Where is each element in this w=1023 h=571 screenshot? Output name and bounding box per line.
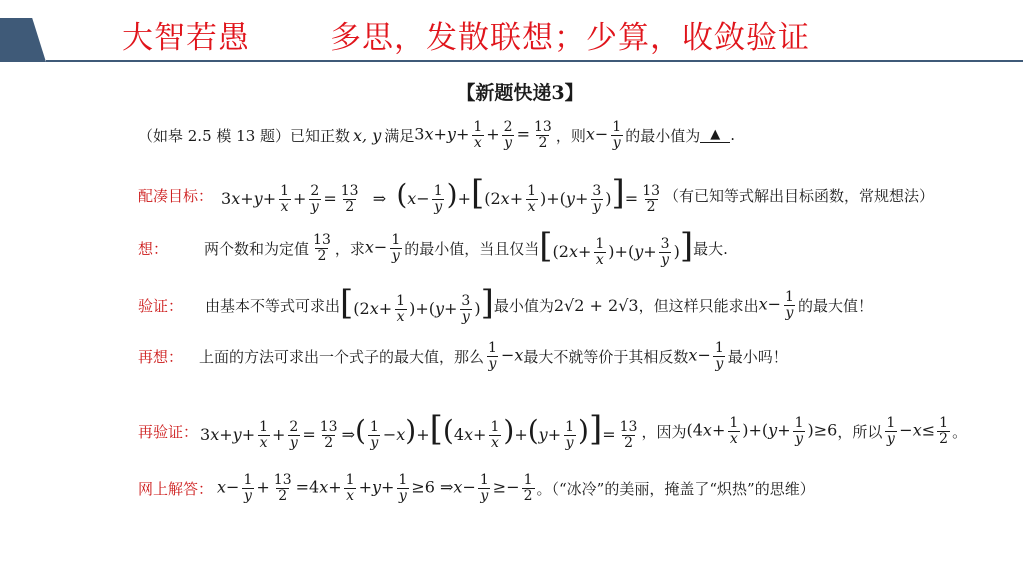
rethink-text-2: 最大不就等价于其相反数 bbox=[523, 347, 689, 366]
think-bracket-expr: [(2x+ $\frac{1}{x}$ )+(y+ $\frac{3}{y}$ )] bbox=[539, 226, 694, 268]
verify-text-1: 由基本不等式可求出 bbox=[205, 296, 341, 315]
online-derivation: x− $\frac{1}{y}$ + $\frac{13}{2}$ =4x+ $\frac{1}{x}$ +y+ $\frac{1}{y}$ ≥6 ⇒x− $\frac{1}{y}$ ≥− $\frac{1}{2}$ bbox=[217, 472, 533, 504]
verify-text-4: 的最大值！ bbox=[797, 296, 873, 315]
reverify-ineq-2: $\frac{1}{y}$ −x≤ $\frac{1}{2}$ bbox=[886, 415, 949, 447]
rethink-row bbox=[138, 341, 788, 371]
answer-blank: ▲ bbox=[700, 127, 730, 143]
think-text-1: 两个数和为定值 bbox=[204, 239, 310, 258]
reverify-equation: 3x+y+ $\frac{1}{x}$ + $\frac{2}{y}$ = $\frac{13}{2}$ ⇒( $\frac{1}{y}$ −x)+[(4x+ $\frac{1}{x}$ )+(y+ $\frac{1}{y}$ )]= $\frac{13}{2}$ bbox=[200, 409, 638, 451]
header-title-left: 大智若愚 bbox=[122, 20, 250, 56]
problem-end: . bbox=[730, 126, 735, 145]
section-title: 【新题快递3】 bbox=[456, 82, 584, 104]
online-label: 网上解答： bbox=[138, 479, 214, 498]
problem-cond-text: 满足 bbox=[384, 126, 415, 145]
reverify-ineq-1: (4x+ $\frac{1}{x}$ )+(y+ $\frac{1}{y}$ )≥6 bbox=[686, 415, 838, 447]
verify-text-2: 最小值为 bbox=[493, 296, 554, 315]
header-title-right: 多思，发散联想；少算，收敛验证 bbox=[330, 20, 810, 56]
reverify-label: 再验证： bbox=[138, 422, 199, 441]
rethink-text-1: 上面的方法可求出一个式子的最大值，那么 bbox=[199, 347, 485, 366]
verify-label: 验证： bbox=[138, 296, 184, 315]
target-equation: 3x+y+ $\frac{1}{x}$ + $\frac{2}{y}$ = $\frac{13}{2}$ ⇒ (x− $\frac{1}{y}$ )+[(2x+ $\frac{1}{x}$ )+(y+ $\frac{3}{y}$ )]= $\frac{13}{2}$ bbox=[221, 173, 661, 215]
verify-bracket-expr: [(2x+ $\frac{1}{x}$ )+(y+ $\frac{3}{y}$ )] bbox=[340, 283, 494, 325]
verify-expr: x− $\frac{1}{y}$ bbox=[758, 289, 794, 321]
verify-text-3: ，但这样只能求出 bbox=[638, 296, 759, 315]
reverify-text-1: ，因为 bbox=[641, 422, 687, 441]
problem-ask-text: 的最小值为 bbox=[625, 126, 701, 145]
problem-condition: 3x+y+ $\frac{1}{x}$ + $\frac{2}{y}$ = $\frac{13}{2}$ bbox=[414, 119, 552, 151]
rethink-label: 再想： bbox=[138, 347, 184, 366]
verify-row bbox=[138, 283, 873, 325]
header-rule bbox=[46, 60, 1023, 62]
rethink-expr-2: x− $\frac{1}{y}$ bbox=[688, 340, 724, 372]
problem-row bbox=[138, 120, 735, 150]
think-label: 想： bbox=[138, 239, 169, 258]
rethink-expr-1: $\frac{1}{y}$ −x bbox=[488, 340, 524, 372]
reverify-end: 。 bbox=[952, 422, 968, 441]
think-row bbox=[138, 226, 728, 268]
reverify-row bbox=[138, 409, 968, 451]
target-label: 配凑目标： bbox=[138, 186, 214, 205]
target-row bbox=[138, 173, 935, 215]
reverify-text-2: ，所以 bbox=[837, 422, 883, 441]
online-row bbox=[138, 473, 815, 503]
think-text-4: 最大. bbox=[693, 239, 728, 258]
think-text-3: 的最小值，当且仅当 bbox=[404, 239, 540, 258]
think-text-2: ，求 bbox=[334, 239, 365, 258]
think-fixed-value: $\frac{13}{2}$ bbox=[313, 232, 331, 264]
problem-vars: x, y bbox=[353, 125, 382, 145]
problem-target-expr: x− $\frac{1}{y}$ bbox=[585, 119, 622, 151]
target-note: （有已知等式解出目标函数，常规想法） bbox=[664, 186, 935, 205]
online-end: 。（“冰冷”的美丽，掩盖了“炽热”的思维） bbox=[536, 479, 815, 498]
think-expr: x− $\frac{1}{y}$ bbox=[364, 232, 401, 264]
verify-min-value: 2√2 + 2√3 bbox=[553, 295, 639, 315]
problem-then-text: ，则 bbox=[555, 126, 586, 145]
problem-prefix: （如皋 2.5 模 13 题）已知正数 bbox=[138, 126, 351, 145]
rethink-text-3: 最小吗！ bbox=[727, 347, 788, 366]
header-tab-shape bbox=[0, 18, 46, 62]
